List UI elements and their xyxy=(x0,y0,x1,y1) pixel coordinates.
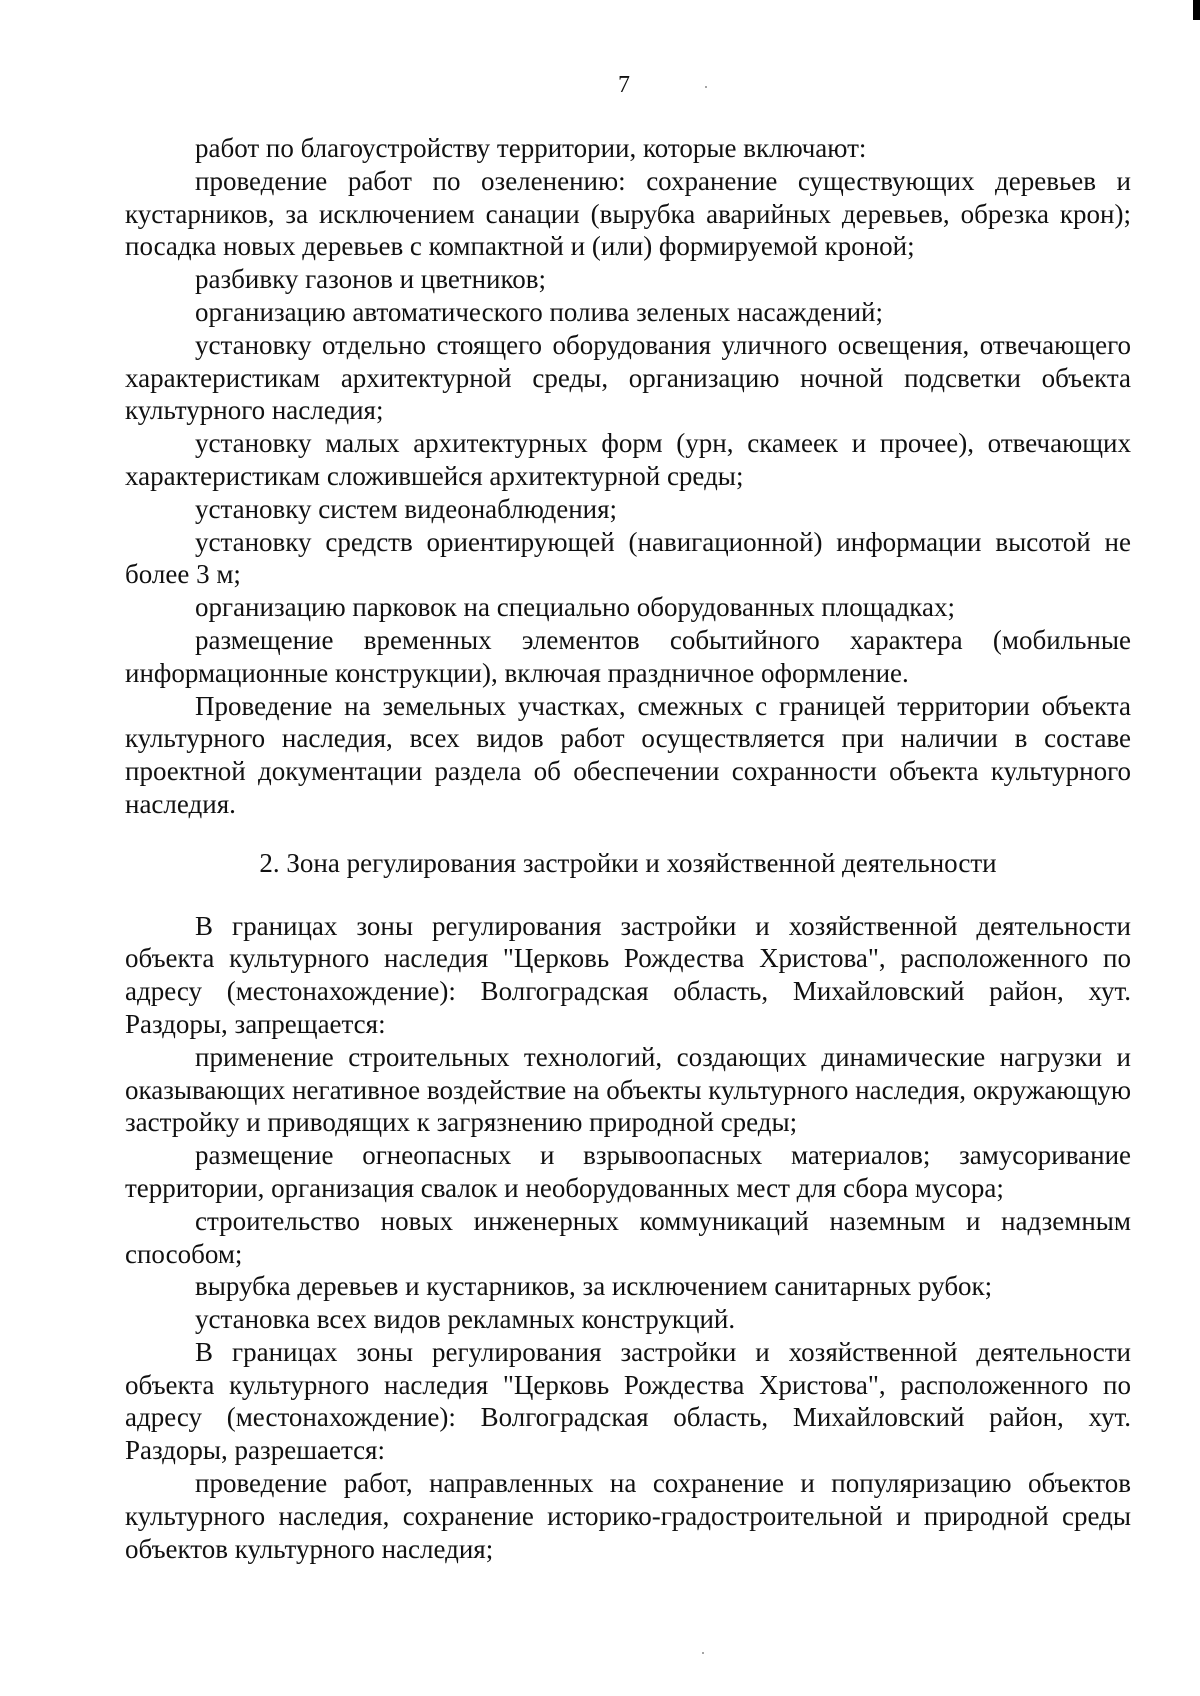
paragraph: организацию автоматического полива зеленых насаждений; xyxy=(195,296,884,327)
scan-speck xyxy=(702,1652,704,1654)
paragraph: проведение работ, направленных на сохранение и популяризацию объектов культурного наследия, сохранение историко-градостроительной и природной среды объектов культурного наследия; xyxy=(125,1468,1131,1564)
paragraph: Проведение на земельных участках, смежных с границей территории объекта культурного наследия, всех видов работ осуществляется при наличии в составе проектной документации раздела об обеспечении сохранности объекта культурного наследия. xyxy=(125,690,1131,819)
paragraph: установку малых архитектурных форм (урн, скамеек и прочее), отвечающих характеристикам сложившейся архитектурной среды; xyxy=(125,428,1131,491)
paragraph: В границах зоны регулирования застройки и хозяйственной деятельности объекта культурного наследия "Церковь Рождества Христова", расположенного по адресу (местонахождение): Волгоградская область, Михайловский район, хут. Раздоры, разрешается: xyxy=(125,1336,1131,1466)
paragraph: установка всех видов рекламных конструкций. xyxy=(195,1304,736,1335)
paragraph: разбивку газонов и цветников; xyxy=(195,264,546,295)
paragraph: проведение работ по озеленению: сохранение существующих деревьев и кустарников, за исключением санации (вырубка аварийных деревьев, обрезка крон); посадка новых деревьев с компактной и (или) формируемой кроной; xyxy=(125,165,1131,262)
paragraph: размещение огнеопасных и взрывоопасных материалов; замусоривание территории, организация свалок и необорудованных мест для сбора мусора; xyxy=(125,1140,1131,1203)
paragraph: установку систем видеонаблюдения; xyxy=(195,493,618,524)
paragraph: вырубка деревьев и кустарников, за исключением санитарных рубок; xyxy=(195,1271,993,1302)
paragraph: В границах зоны регулирования застройки и хозяйственной деятельности объекта культурного наследия "Церковь Рождества Христова", расположенного по адресу (местонахождение): Волгоградская область, Михайловский район, хут. Раздоры, запрещается: xyxy=(125,910,1131,1039)
paragraph: организацию парковок на специально оборудованных площадках; xyxy=(195,592,955,623)
document-body xyxy=(125,132,1131,1565)
paragraph: работ по благоустройству территории, которые включают: xyxy=(195,133,867,163)
paragraph: применение строительных технологий, создающих динамические нагрузки и оказывающих негативное воздействие на объекты культурного наследия, окружающую застройку и приводящих к загрязнению природной среды; xyxy=(125,1041,1131,1138)
paragraph: строительство новых инженерных коммуникаций наземным и надземным способом; xyxy=(125,1205,1131,1269)
paragraph: установку средств ориентирующей (навигационной) информации высотой не более 3 м; xyxy=(125,526,1131,590)
paragraph: размещение временных элементов событийного характера (мобильные информационные конструкции), включая праздничное оформление. xyxy=(125,624,1131,688)
paragraph: установку отдельно стоящего оборудования уличного освещения, отвечающего характеристикам архитектурной среды, организацию ночной подсветки объекта культурного наследия; xyxy=(125,329,1131,426)
section-heading: 2. Зона регулирования застройки и хозяйственной деятельности xyxy=(259,847,997,878)
page-number: 7 xyxy=(618,72,630,98)
scan-corner-mark xyxy=(1193,0,1200,20)
